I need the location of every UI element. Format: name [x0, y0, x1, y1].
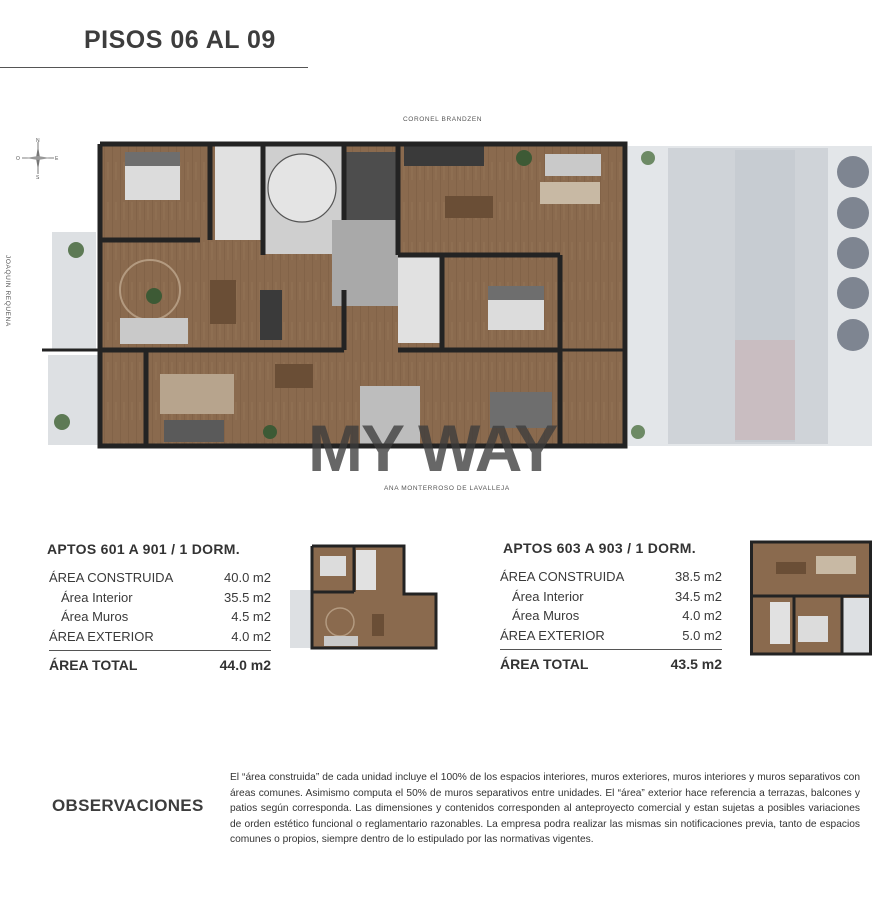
plant — [146, 288, 162, 304]
title-rule — [0, 67, 308, 68]
plant — [641, 151, 655, 165]
area-row — [500, 569, 722, 589]
area-total-row — [49, 657, 271, 675]
total-label: ÁREA TOTAL — [500, 656, 589, 672]
planter — [837, 156, 869, 188]
planter — [837, 319, 869, 351]
plant — [516, 150, 532, 166]
area-value: 4.0 m2 — [231, 628, 271, 644]
area-value: 34.5 m2 — [675, 588, 722, 604]
unit-title: APTOS 603 A 903 / 1 DORM. — [503, 540, 696, 556]
area-table-603 — [500, 569, 722, 674]
dining-table — [210, 280, 236, 324]
planter — [837, 237, 869, 269]
total-value: 43.5 m2 — [670, 656, 722, 672]
sofa — [545, 154, 601, 176]
plant — [68, 242, 84, 258]
area-value: 4.0 m2 — [682, 608, 722, 623]
compass-o: O — [16, 156, 20, 162]
dining-table — [275, 364, 313, 388]
planter — [837, 277, 869, 309]
area-label: ÁREA EXTERIOR — [500, 627, 605, 643]
area-label: Área Muros — [512, 608, 580, 623]
area-label: ÁREA EXTERIOR — [49, 628, 154, 644]
area-label: Área Interior — [512, 588, 584, 604]
total-value: 44.0 m2 — [219, 657, 271, 673]
unit-card-601 — [47, 541, 240, 557]
area-value: 40.0 m2 — [224, 570, 271, 585]
plant — [263, 425, 277, 439]
area-label: ÁREA CONSTRUIDA — [49, 570, 174, 585]
rug — [160, 374, 234, 414]
street-label-bottom: ANA MONTERROSO DE LAVALLEJA — [384, 485, 510, 492]
kitchen-island — [260, 290, 282, 340]
observaciones-text: El “área construida” de cada unidad incluye el 100% de los espacios interiores, muros exteriores, muros interiores y muros separativos con áreas comunes. Asimismo computa el 50% de muros separativos entre unidades. El “área” exterior hace referencia a terrazas, balcones y patios según corresponda. Las dimensiones y contenidos corresponden al anteproyecto comercial y estan sujetas a posibles variaciones de orden estético funcional o reglamentario razonables. La empresa podra realizar las mismas sin notificaciones previa, tanto de espacios comunes o propios, siempre dentro de lo estipulado por las normativas vigentes. — [230, 772, 860, 846]
total-divider — [49, 650, 271, 651]
myway-watermark-logo: MY WAY — [308, 411, 557, 485]
compass-n: N — [36, 138, 40, 144]
planter — [837, 197, 869, 229]
area-row — [500, 589, 722, 609]
area-row — [49, 570, 271, 590]
unit-title: APTOS 601 A 901 / 1 DORM. — [47, 541, 240, 557]
rug — [540, 182, 600, 204]
area-label: Área Muros — [61, 609, 129, 624]
total-label: ÁREA TOTAL — [49, 657, 138, 673]
area-row — [500, 628, 722, 648]
plant — [631, 425, 645, 439]
sofa — [120, 318, 188, 344]
bathroom — [398, 255, 442, 343]
area-row — [49, 629, 271, 649]
bathroom — [215, 146, 263, 240]
floor-plan — [0, 110, 872, 500]
page-title: PISOS 06 AL 09 — [84, 26, 276, 54]
area-row — [49, 609, 271, 629]
street-label-left: JOAQUIN REQUENA — [4, 255, 11, 327]
street-label-top: CORONEL BRANDZEN — [403, 116, 483, 123]
unit-603-thumbnail-plan — [750, 540, 872, 656]
observaciones-heading: OBSERVACIONES — [52, 796, 204, 815]
compass-e: E — [55, 156, 59, 162]
area-value: 38.5 m2 — [675, 569, 722, 584]
plant — [54, 414, 70, 430]
total-divider — [500, 649, 722, 650]
area-label: ÁREA CONSTRUIDA — [500, 569, 625, 584]
unit-card-603 — [503, 540, 696, 556]
area-total-row — [500, 656, 722, 674]
area-value: 4.5 m2 — [231, 609, 271, 624]
unit-601-thumbnail-plan — [290, 544, 438, 652]
area-row — [49, 590, 271, 610]
sofa — [164, 420, 224, 442]
kitchen-counter — [404, 146, 484, 166]
compass-s: S — [36, 175, 40, 180]
area-table-601 — [49, 570, 271, 675]
area-row — [500, 608, 722, 628]
area-value: 35.5 m2 — [224, 589, 271, 605]
dining-table — [445, 196, 493, 218]
area-label: Área Interior — [61, 589, 133, 605]
area-value: 5.0 m2 — [682, 627, 722, 643]
